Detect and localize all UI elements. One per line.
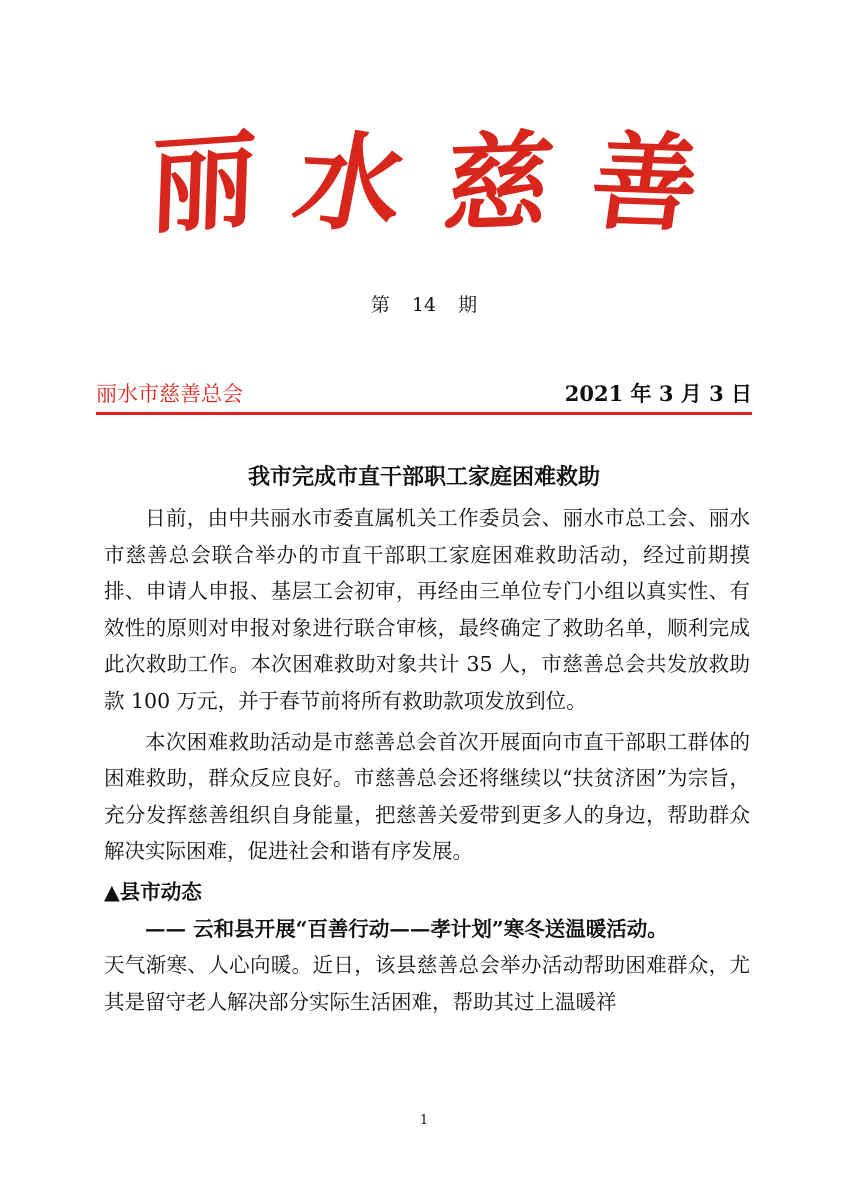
publisher-row [96, 376, 752, 410]
news-subheading: —— 云和县开展“百善行动——孝计划”寒冬送温暖活动。 [145, 916, 668, 941]
masthead-char-3: 慈 [435, 117, 560, 248]
header-divider [96, 412, 752, 415]
section-heading: ▲县市动态 [104, 879, 202, 904]
masthead-logo [147, 115, 707, 250]
issue-value: 14 [411, 294, 437, 316]
publish-date: 2021 年 3 月 3 日 [564, 381, 752, 406]
paragraph: 天气渐寒、人心向暖。近日，该县慈善总会举办活动帮助困难群众，尤其是留守老人解决部分实际生活困难，帮助其过上温暖祥 [104, 953, 750, 1014]
issue-suffix: 期 [458, 294, 478, 316]
page-number: 1 [419, 1113, 429, 1128]
issue-number [0, 290, 848, 317]
article-body [104, 500, 750, 1024]
paragraph: 日前，由中共丽水市委直属机关工作委员会、丽水市总工会、丽水市慈善总会联合举办的市直干部职工家庭困难救助活动，经过前期摸排、申请人申报、基层工会初审，再经由三单位专门小组以真实性、有效性的原则对申报对象进行联合审核，最终确定了救助名单，顺利完成此次救助工作。本次困难救助对象共计 35 人，市慈善总会共发放救助款 100 万元，并于春节前将所有救助款项发放到位。 [104, 506, 750, 713]
masthead-char-4: 善 [583, 118, 707, 247]
masthead-char-1: 丽 [147, 115, 259, 250]
publisher-name: 丽水市慈善总会 [96, 382, 243, 406]
article-title: 我市完成市直干部职工家庭困难救助 [247, 464, 600, 490]
masthead-char-2: 水 [285, 117, 416, 248]
issue-prefix: 第 [370, 294, 390, 316]
paragraph: 本次困难救助活动是市慈善总会首次开展面向市直干部职工群体的困难救助，群众反应良好。市慈善总会还将继续以“扶贫济困”为宗旨，充分发挥慈善组织自身能量，把慈善关爱带到更多人的身边，帮助群众解决实际困难，促进社会和谐有序发展。 [104, 729, 750, 864]
